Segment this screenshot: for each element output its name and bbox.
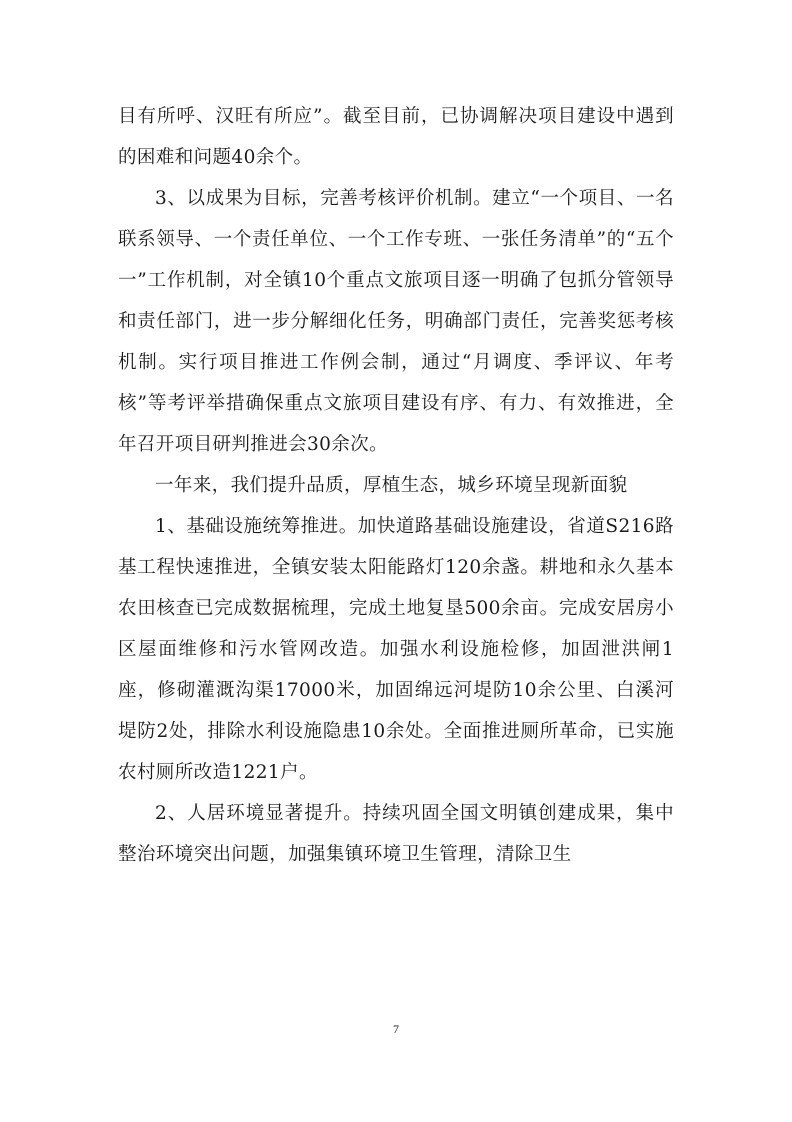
document-body	[118, 96, 674, 875]
page-number: 7	[393, 1022, 399, 1036]
section-heading-environment: 一年来，我们提升品质，厚植生态，城乡环境呈现新面貌	[155, 475, 628, 496]
paragraph-assessment-mechanism: 3、以成果为目标，完善考核评价机制。建立“一个项目、一名联系领导、一个责任单位、一个工作专班、一张任务清单”的“五个一”工作机制，对全镇10个重点文旅项目逐一明确了包抓分管领导和责任部门，进一步分解细化任务，明确部门责任，完善奖惩考核机制。实行项目推进工作例会制，通过“月调度、季评议、年考核”等考评举措确保重点文旅项目建设有序、有力、有效推进，全年召开项目研判推进会30余次。	[118, 188, 674, 455]
paragraph-infrastructure: 1、基础设施统筹推进。加快道路基础设施建设，省道S216路基工程快速推进，全镇安装太阳能路灯120余盏。耕地和永久基本农田核查已完成数据梳理，完成土地复垦500余亩。完成安居房小区屋面维修和污水管网改造。加强水利设施检修，加固泄洪闸1座，修砌灌溉沟渠17000米，加固绵远河堤防10余公里、白溪河堤防2处，排除水利设施隐患10余处。全面推进厕所革命，已实施农村厕所改造1221户。	[118, 516, 674, 783]
paragraph-living-environment: 2、人居环境显著提升。持续巩固全国文明镇创建成果，集中整治环境突出问题，加强集镇环境卫生管理，清除卫生	[118, 803, 674, 865]
paragraph-continuation: 目有所呼、汉旺有所应”。截至目前，已协调解决项目建设中遇到的困难和问题40余个。	[118, 106, 674, 168]
